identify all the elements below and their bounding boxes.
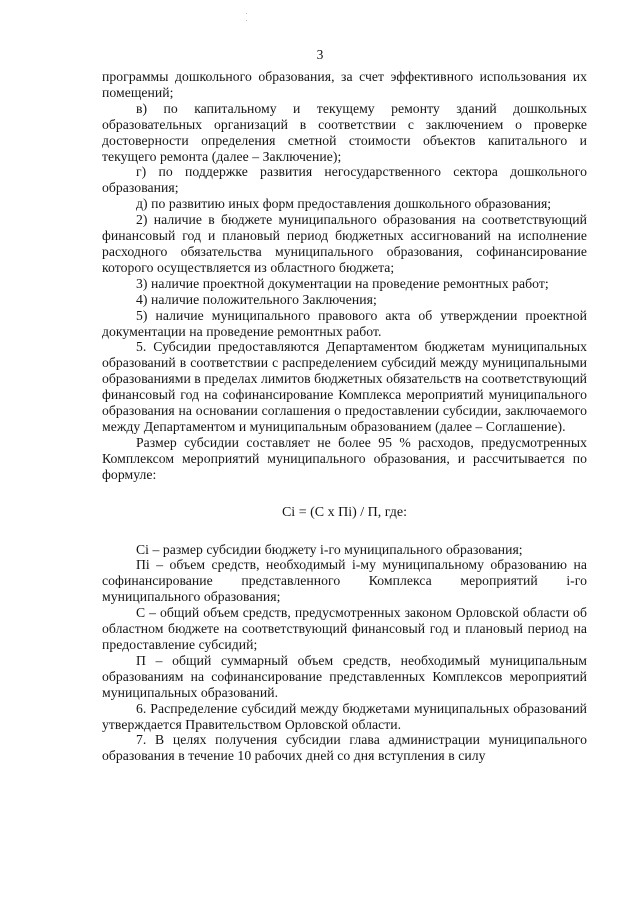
document-body — [102, 69, 587, 764]
paragraph: Ci – размер субсидии бюджету i-го муниципального образования; — [136, 541, 523, 557]
paragraph: С – общий объем средств, предусмотренных законом Орловской области об областном бюджете на соответствующий финансовый год и плановый период на предоставление субсидий; — [102, 605, 587, 652]
subsidy-formula: Ci = (C x Пi) / П, где: — [281, 504, 408, 520]
paragraph: 5. Субсидии предоставляются Департаментом бюджетам муниципальных образований в соответствии с распределением субсидий между муниципальными образованиями в пределах лимитов бюджетных обязательств на соответствующий финансовый год на софинансирование Комплекса мероприятий муниципального образования на основании соглашения о предоставлении субсидии, заключаемого между Департаментом и муниципальным образованием (далее – Соглашение). — [102, 339, 587, 434]
paragraph: П – общий суммарный объем средств, необходимый муниципальным образованиям на софинансирование представленных Комплексов мероприятий муниципальных образований. — [102, 652, 587, 700]
paragraph: 4) наличие положительного Заключения; — [136, 291, 377, 307]
paragraph: 2) наличие в бюджете муниципального образования на соответствующий финансовый год и плановый период бюджетных ассигнований на исполнение расходного обязательства муниципального образования, софинансирование которого осуществляется из областного бюджета; — [102, 212, 587, 275]
paragraph: программы дошкольного образования, за счет эффективного использования их помещений; — [102, 69, 587, 100]
scan-speck — [246, 13, 247, 14]
scan-speck — [246, 20, 247, 21]
paragraph: д) по развитию иных форм предоставления дошкольного образования; — [136, 196, 552, 212]
paragraph: 5) наличие муниципального правового акта об утверждении проектной документации на проведение ремонтных работ. — [102, 307, 587, 339]
paragraph: Пi – объем средств, необходимый i-му муниципальному образованию на софинансирование представленного Комплекса мероприятий i-го муниципального образования; — [102, 557, 587, 605]
paragraph: Размер субсидии составляет не более 95 % расходов, предусмотренных Комплексом мероприятий муниципального образования, и рассчитывается по формуле: — [102, 434, 587, 482]
paragraphs-before-formula — [102, 69, 587, 483]
paragraph: в) по капитальному и текущему ремонту зданий дошкольных образовательных организаций в соответствии с заключением о проверке достоверности определения сметной стоимости объектов капитального и текущего ремонта (далее – Заключение); — [102, 100, 587, 164]
paragraph: 3) наличие проектной документации на проведение ремонтных работ; — [136, 275, 549, 291]
paragraphs-after-formula — [102, 542, 587, 765]
page-number: 3 — [316, 47, 324, 62]
paragraph: 6. Распределение субсидий между бюджетами муниципальных образований утверждается Правительством Орловской области. — [102, 700, 587, 732]
paragraph: г) по поддержке развития негосударственного сектора дошкольного образования; — [102, 164, 587, 196]
paragraph: 7. В целях получения субсидии глава администрации муниципального образования в течение 10 рабочих дней со дня вступления в силу — [102, 732, 587, 764]
